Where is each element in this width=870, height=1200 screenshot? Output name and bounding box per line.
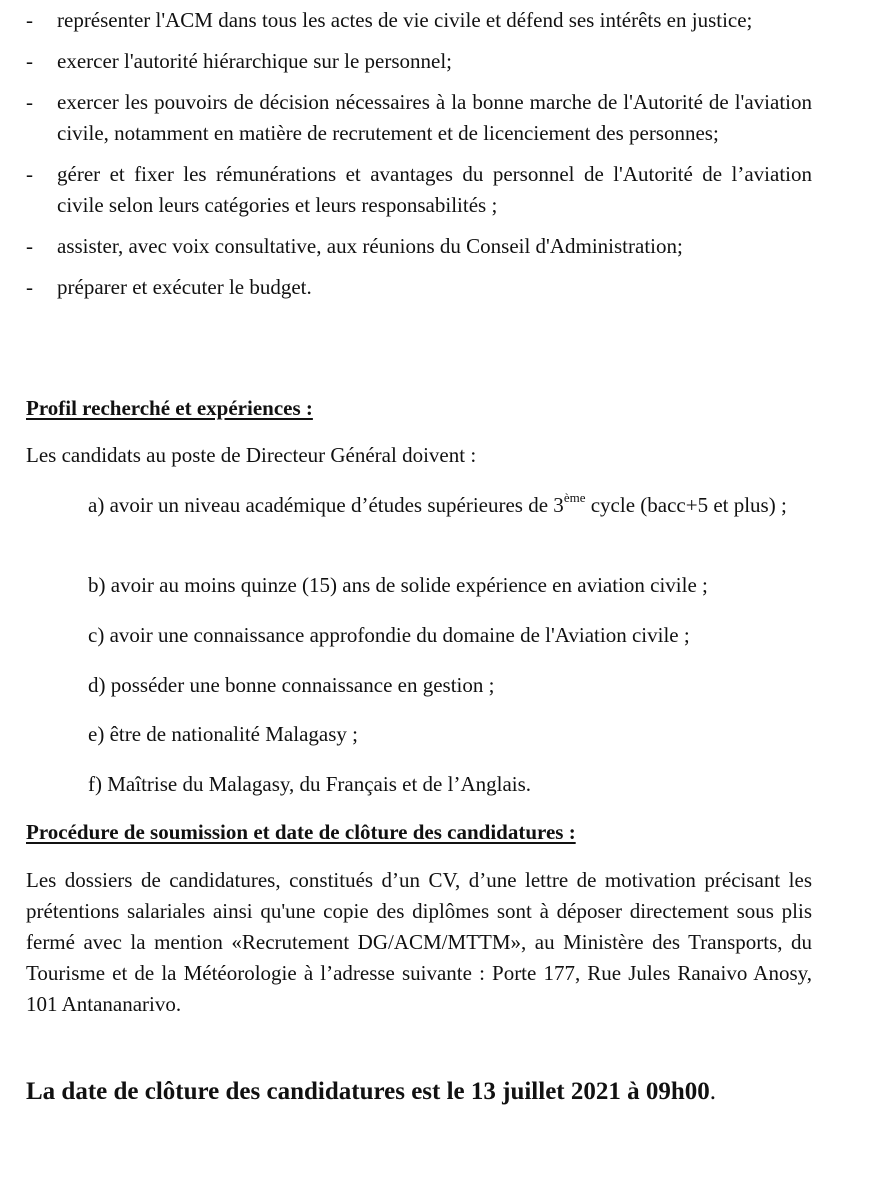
duty-text: préparer et exécuter le budget. [57, 275, 312, 299]
superscript-eme: ème [563, 490, 586, 505]
requirement-b: b) avoir au moins quinze (15) ans de solide expérience en aviation civile ; [88, 573, 708, 597]
duty-text: gérer et fixer les rémunérations et avantages du personnel de l'Autorité de l’aviation civile selon leurs catégories et leurs responsabilités ; [57, 162, 812, 217]
requirement-a-text: a) avoir un niveau académique d’études supérieures de 3 [88, 493, 564, 517]
duty-item [0, 272, 870, 303]
requirement-d: d) posséder une bonne connaissance en gestion ; [88, 673, 495, 697]
duty-item [0, 46, 870, 77]
requirement-c: c) avoir une connaissance approfondie du domaine de l'Aviation civile ; [88, 623, 690, 647]
closing-date-period: . [709, 1078, 717, 1105]
duty-text: assister, avec voix consultative, aux réunions du Conseil d'Administration; [57, 234, 683, 258]
duty-item [0, 159, 870, 221]
requirement-e: e) être de nationalité Malagasy ; [88, 722, 358, 746]
requirement-a [88, 490, 835, 521]
duty-item [0, 5, 870, 36]
list-dash: - [26, 275, 33, 299]
closing-date [26, 1076, 716, 1107]
procedure-heading: Procédure de soumission et date de clôture des candidatures : [26, 820, 576, 844]
duty-item [0, 231, 870, 262]
list-dash: - [26, 162, 33, 186]
requirement-a-text-end: cycle (bacc+5 et plus) ; [585, 493, 787, 517]
requirement-f: f) Maîtrise du Malagasy, du Français et de l’Anglais. [88, 772, 532, 796]
closing-date-text: La date de clôture des candidatures est le 13 juillet 2021 à 09h00 [26, 1078, 710, 1105]
list-dash: - [26, 234, 33, 258]
list-dash: - [26, 8, 33, 32]
duty-text: exercer les pouvoirs de décision nécessaires à la bonne marche de l'Autorité de l'aviation civile, notamment en matière de recrutement et de licenciement des personnes; [57, 90, 812, 145]
list-dash: - [26, 90, 33, 114]
list-dash: - [26, 49, 33, 73]
duty-text: représenter l'ACM dans tous les actes de vie civile et défend ses intérêts en justice; [57, 8, 753, 32]
duties-list [0, 5, 870, 313]
profile-heading: Profil recherché et expériences : [26, 396, 313, 420]
duty-item [0, 87, 870, 149]
profile-intro: Les candidats au poste de Directeur Général doivent : [26, 443, 477, 467]
procedure-body: Les dossiers de candidatures, constitués d’un CV, d’une lettre de motivation précisant les prétentions salariales ainsi qu'une copie des diplômes sont à déposer directement sous plis fermé avec la mention «Recrutement DG/ACM/MTTM», au Ministère des Transports, du Tourisme et de la Météorologie à l’adresse suivante : Porte 177, Rue Jules Ranaivo Anosy, 101 Antananarivo. [26, 868, 812, 1016]
duty-text: exercer l'autorité hiérarchique sur le personnel; [57, 49, 453, 73]
